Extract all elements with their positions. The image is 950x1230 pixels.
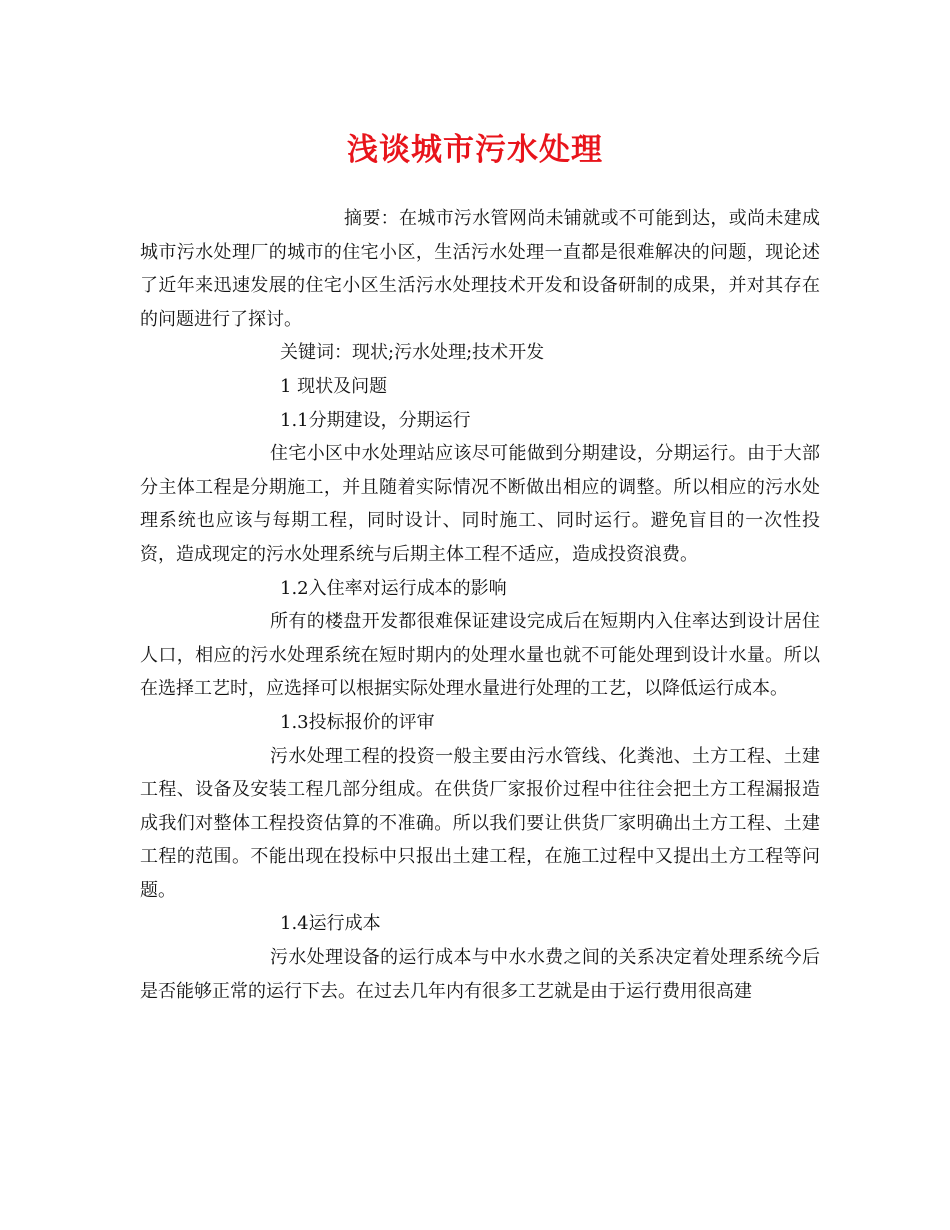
section-heading: 1.3投标报价的评审 bbox=[280, 711, 435, 733]
section-paragraph: 污水处理工程的投资一般主要由污水管线、化粪池、土方工程、土建工程、设备及安装工程几部分组成。在供货厂家报价过程中往往会把土方工程漏报造成我们对整体工程投资估算的不准确。所以我们要让供货厂家明确出土方工程、土建工程的范围。不能出现在投标中只报出土建工程，在施工过程中又提出土方工程等问题。 bbox=[140, 745, 820, 901]
section-paragraph: 污水处理设备的运行成本与中水水费之间的关系决定着处理系统今后是否能够正常的运行下去。在过去几年内有很多工艺就是由于运行费用很高建 bbox=[140, 947, 820, 1002]
section-paragraph: 住宅小区中水处理站应该尽可能做到分期建设，分期运行。由于大部分主体工程是分期施工，并且随着实际情况不断做出相应的调整。所以相应的污水处理系统也应该与每期工程，同时设计、同时施工、同时运行。避免盲目的一次性投资，造成现定的污水处理系统与后期主体工程不适应，造成投资浪费。 bbox=[140, 443, 820, 565]
section-heading: 1.1分期建设，分期运行 bbox=[280, 409, 471, 431]
section-heading: 1.4运行成本 bbox=[280, 913, 381, 935]
document-title: 浅谈城市污水处理 bbox=[347, 132, 603, 168]
section-paragraph: 所有的楼盘开发都很难保证建设完成后在短期内入住率达到设计居住人口，相应的污水处理系统在短时期内的处理水量也就不可能处理到设计水量。所以在选择工艺时，应选择可以根据实际处理水量进行处理的工艺，以降低运行成本。 bbox=[140, 611, 820, 700]
section-heading: 1.2入住率对运行成本的影响 bbox=[280, 577, 507, 599]
abstract-paragraph: 摘要：在城市污水管网尚未铺就或不可能到达，或尚未建成城市污水处理厂的城市的住宅小区，生活污水处理一直都是很难解决的问题，现论述了近年来迅速发展的住宅小区生活污水处理技术开发和设备研制的成果，并对其存在的问题进行了探讨。 bbox=[140, 208, 820, 330]
section-heading: 1 现状及问题 bbox=[280, 375, 388, 397]
document-body bbox=[140, 202, 820, 1008]
keywords-line: 关键词：现状;污水处理;技术开发 bbox=[280, 342, 545, 364]
